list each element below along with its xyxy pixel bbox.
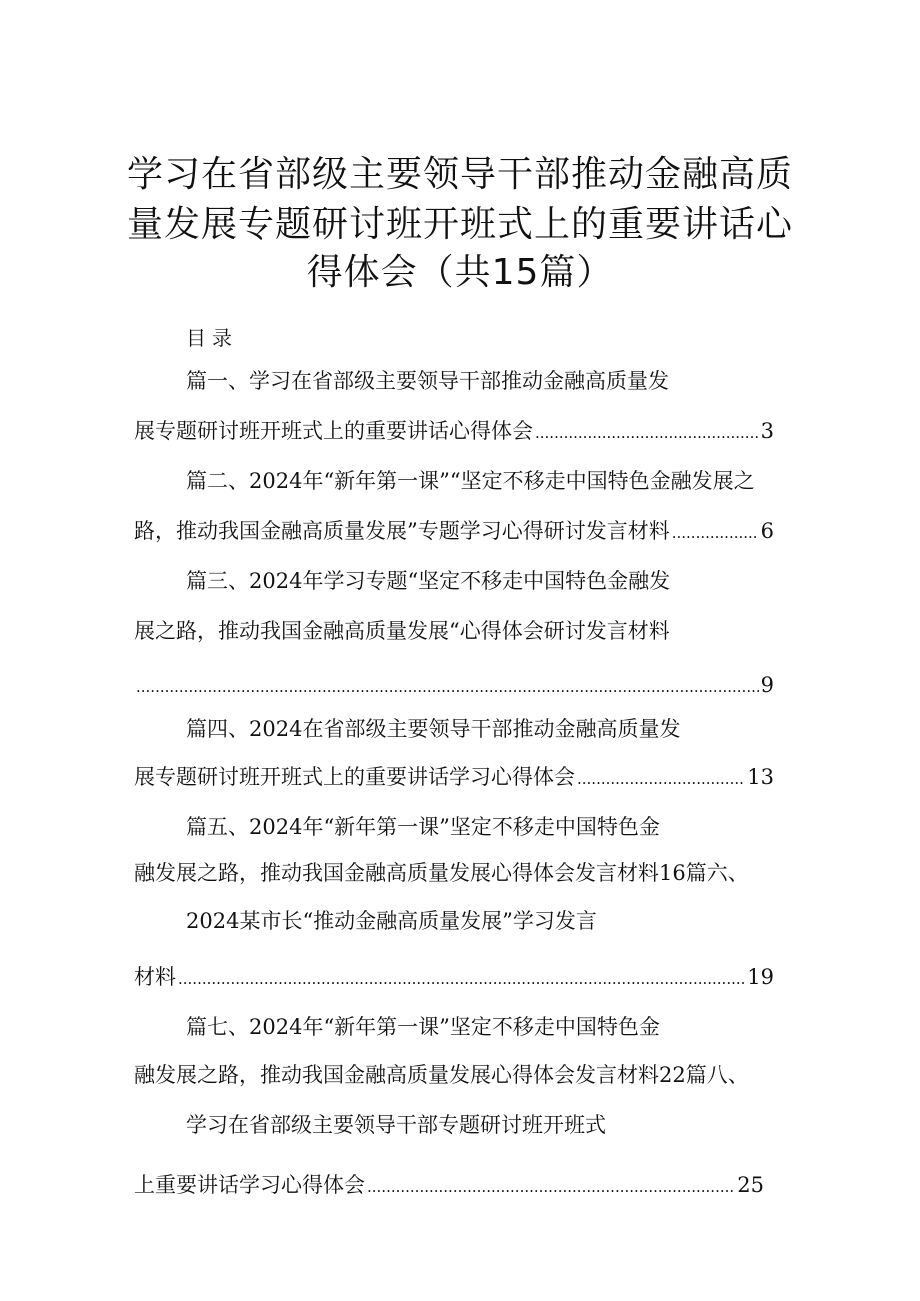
toc-entry-2-line-2[interactable] — [134, 516, 774, 548]
toc-page-number: 25 — [737, 1173, 764, 1197]
toc-entry-text: 展专题研讨班开班式上的重要讲话学习心得体会 — [134, 765, 575, 789]
toc-entry-text: 路，推动我国金融高质量发展”专题学习心得研讨发言材料 — [134, 519, 670, 543]
toc-entry-1-line-2[interactable] — [134, 416, 774, 448]
toc-page-number: 19 — [747, 965, 774, 989]
document-title-line-2: 量发展专题研讨班开班式上的重要讲话心 — [126, 204, 793, 245]
leader-dots — [577, 764, 745, 794]
toc-entry-3-line-1[interactable] — [186, 566, 670, 596]
leader-dots — [367, 1172, 735, 1202]
toc-entry-8-line-1[interactable] — [186, 1110, 606, 1140]
toc-entry-text: 融发展之路，推动我国金融高质量发展心得体会发言材料16篇六、 — [134, 861, 749, 885]
toc-entry-text: 篇五、2024年“新年第一课”坚定不移走中国特色金 — [186, 815, 660, 839]
toc-entry-4-line-2[interactable] — [134, 762, 774, 794]
toc-entry-8-line-2[interactable] — [134, 1170, 764, 1202]
toc-entry-3-line-2[interactable] — [134, 616, 670, 646]
toc-entry-4-line-1[interactable] — [186, 714, 680, 744]
toc-heading: 目录 — [186, 326, 238, 350]
toc-entry-text: 篇七、2024年“新年第一课”坚定不移走中国特色金 — [186, 1015, 660, 1039]
toc-entry-text: 篇四、2024在省部级主要领导干部推动金融高质量发 — [186, 717, 681, 741]
toc-entry-1-line-1[interactable] — [186, 366, 669, 396]
toc-entry-text: 学习在省部级主要领导干部专题研讨班开班式 — [186, 1113, 606, 1137]
document-title-line-1: 学习在省部级主要领导干部推动金融高质 — [126, 154, 793, 195]
leader-dots — [535, 418, 759, 448]
toc-entry-7-line-2[interactable] — [134, 1060, 749, 1090]
toc-entry-text: 材料 — [134, 965, 176, 989]
toc-entry-text: 篇三、2024年学习专题“坚定不移走中国特色金融发 — [186, 569, 671, 593]
toc-entry-6-line-2[interactable] — [134, 962, 774, 994]
toc-entry-text: 展之路，推动我国金融高质量发展“心得体会研讨发言材料 — [134, 619, 670, 643]
toc-entry-2-line-1[interactable] — [186, 466, 755, 496]
toc-page-number: 9 — [760, 673, 774, 697]
toc-entry-5-line-2[interactable] — [134, 858, 749, 888]
document-title-line-3: 得体会（共15篇） — [306, 252, 614, 293]
toc-entry-text: 篇二、2024年“新年第一课”“坚定不移走中国特色金融发展之 — [186, 469, 755, 493]
toc-entry-text: 展专题研讨班开班式上的重要讲话心得体会 — [134, 419, 533, 443]
toc-page-number: 13 — [747, 765, 774, 789]
toc-page-number: 3 — [760, 419, 774, 443]
toc-entry-text: 篇一、学习在省部级主要领导干部推动金融高质量发 — [186, 369, 669, 393]
toc-entry-text: 上重要讲话学习心得体会 — [134, 1173, 365, 1197]
toc-entry-7-line-1[interactable] — [186, 1012, 660, 1042]
toc-page-number: 6 — [760, 519, 774, 543]
toc-entry-3-line-3[interactable] — [134, 670, 774, 702]
leader-dots — [178, 964, 745, 994]
leader-dots — [672, 518, 759, 548]
toc-entry-text: 融发展之路，推动我国金融高质量发展心得体会发言材料22篇八、 — [134, 1063, 749, 1087]
leader-dots — [136, 672, 759, 702]
toc-entry-text: 2024某市长“推动金融高质量发展”学习发言 — [186, 909, 597, 933]
toc-entry-6-line-1[interactable] — [186, 906, 597, 936]
toc-entry-5-line-1[interactable] — [186, 812, 660, 842]
